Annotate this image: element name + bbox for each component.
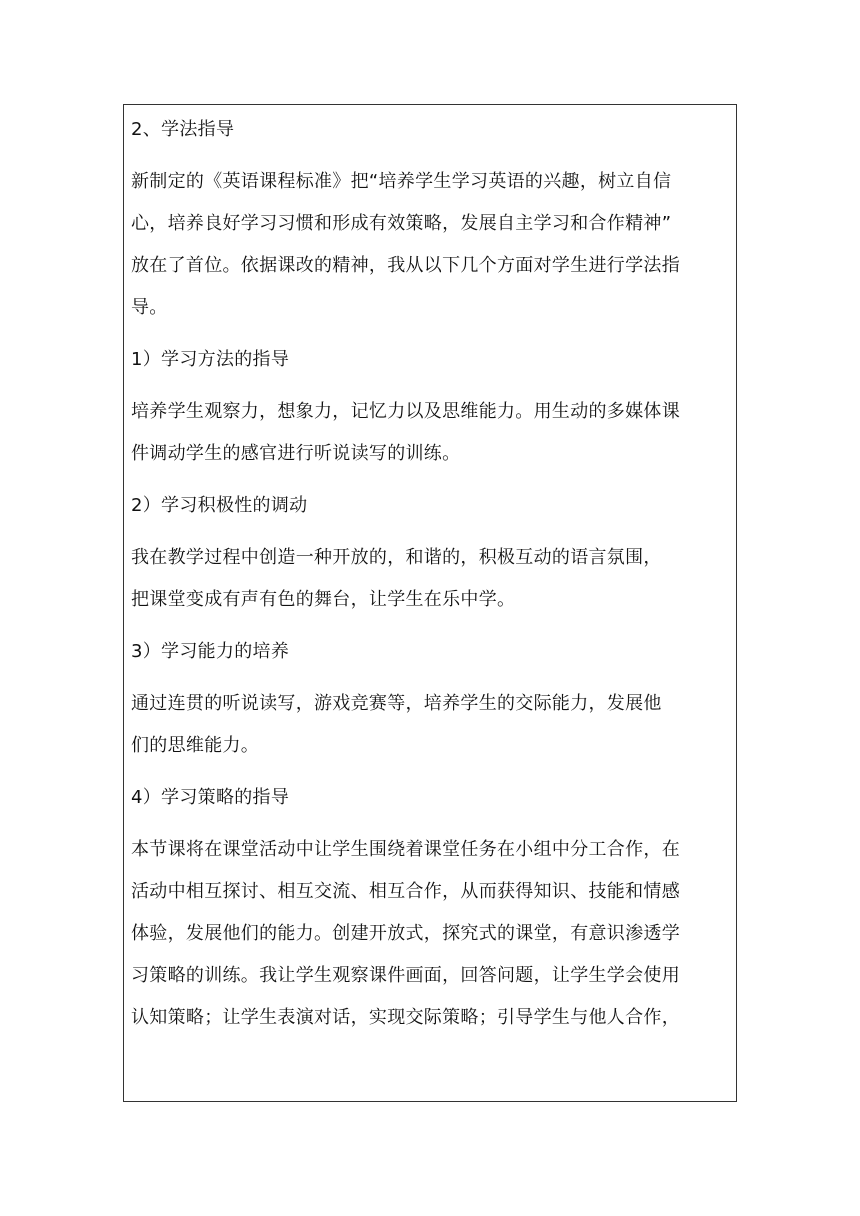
paragraph-gap	[131, 673, 735, 683]
paragraph-line: 习策略的训练。我让学生观察课件画面，回答问题，让学生学会使用	[131, 965, 680, 986]
item-paragraph	[131, 537, 735, 621]
paragraph-gap	[131, 151, 735, 161]
item-heading: 4）学习策略的指导	[131, 787, 290, 808]
paragraph-gap	[131, 527, 735, 537]
paragraph-line: 放在了首位。依据课改的精神，我从以下几个方面对学生进行学法指	[131, 255, 680, 276]
paragraph-line: 件调动学生的感官进行听说读写的训练。	[131, 443, 461, 464]
item-paragraph	[131, 683, 735, 767]
paragraph-gap	[131, 475, 735, 485]
paragraph-line: 培养学生观察力，想象力，记忆力以及思维能力。用生动的多媒体课	[131, 401, 680, 422]
paragraph-line: 通过连贯的听说读写，游戏竞赛等，培养学生的交际能力，发展他	[131, 693, 662, 714]
item-heading: 1）学习方法的指导	[131, 349, 290, 370]
item-heading: 3）学习能力的培养	[131, 641, 290, 662]
paragraph-line: 本节课将在课堂活动中让学生围绕着课堂任务在小组中分工合作，在	[131, 839, 680, 860]
paragraph-gap	[131, 621, 735, 631]
paragraph-line: 把课堂变成有声有色的舞台，让学生在乐中学。	[131, 589, 516, 610]
document-table-cell	[123, 104, 737, 1102]
paragraph-line: 新制定的《英语课程标准》把“培养学生学习英语的兴趣，树立自信	[131, 171, 672, 192]
paragraph-line: 我在教学过程中创造一种开放的，和谐的，积极互动的语言氛围，	[131, 547, 662, 568]
section-heading: 2、学法指导	[131, 119, 235, 140]
item-paragraph	[131, 829, 735, 1039]
paragraph-line: 导。	[131, 297, 168, 318]
paragraph-line: 心，培养良好学习习惯和形成有效策略，发展自主学习和合作精神”	[131, 213, 672, 234]
item-paragraph	[131, 391, 735, 475]
paragraph-gap	[131, 819, 735, 829]
paragraph-gap	[131, 767, 735, 777]
item-heading: 2）学习积极性的调动	[131, 495, 308, 516]
paragraph-gap	[131, 381, 735, 391]
intro-paragraph	[131, 161, 735, 329]
paragraph-line: 认知策略；让学生表演对话，实现交际策略；引导学生与他人合作，	[131, 1007, 680, 1028]
paragraph-line: 体验，发展他们的能力。创建开放式，探究式的课堂，有意识渗透学	[131, 923, 680, 944]
document-text-block	[131, 109, 735, 1039]
paragraph-line: 们的思维能力。	[131, 735, 260, 756]
paragraph-gap	[131, 329, 735, 339]
paragraph-line: 活动中相互探讨、相互交流、相互合作，从而获得知识、技能和情感	[131, 881, 680, 902]
